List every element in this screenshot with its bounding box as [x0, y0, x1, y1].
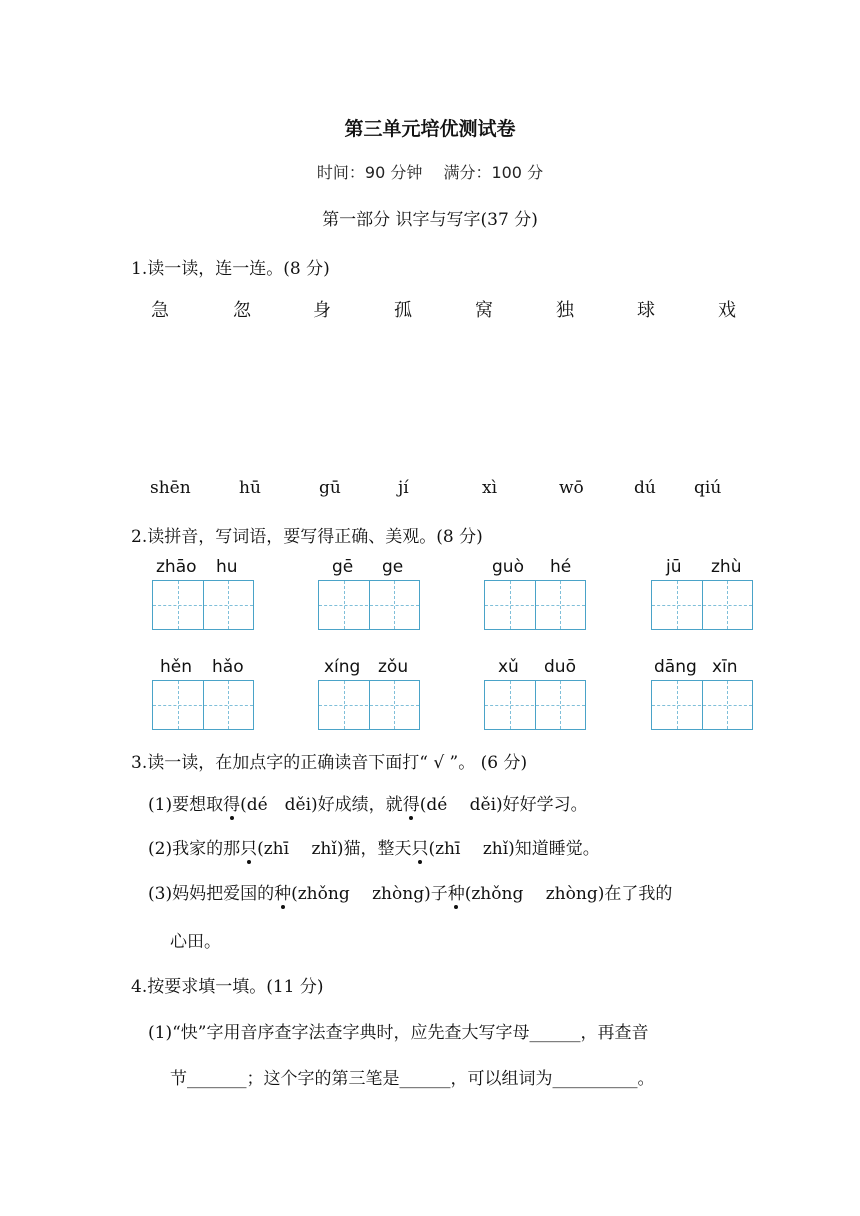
char-item[interactable]: 身	[313, 300, 331, 321]
pinyin-label: duō	[544, 657, 576, 677]
dotted-char: 得	[403, 790, 420, 815]
pinyin-label: ge	[382, 557, 404, 577]
pinyin-item[interactable]: wō	[559, 478, 584, 498]
q4-line-1: (1)“快”字用音序查字法查字典时，应先查大写字母______，再查音	[148, 1023, 649, 1043]
q3-item-3	[148, 879, 672, 904]
text-segment: (dé děi)好成绩，就	[240, 795, 403, 815]
pinyin-label: guò	[492, 557, 524, 577]
pinyin-label: zǒu	[378, 657, 409, 677]
writing-grid[interactable]	[484, 680, 586, 730]
dotted-char: 种	[448, 879, 465, 904]
pinyin-label: zhù	[711, 557, 742, 577]
writing-grid[interactable]	[651, 680, 753, 730]
dotted-char: 得	[223, 790, 240, 815]
writing-grid[interactable]	[318, 580, 420, 630]
char-item[interactable]: 孤	[394, 300, 412, 321]
pinyin-label: hěn	[160, 657, 193, 677]
pinyin-label: dāng	[654, 657, 697, 677]
writing-grid[interactable]	[318, 680, 420, 730]
char-item[interactable]: 急	[151, 300, 169, 321]
pinyin-item[interactable]: dú	[634, 478, 656, 498]
text-segment: (dé děi)好好学习。	[419, 795, 588, 815]
q2-prompt: 2.读拼音，写词语，要写得正确、美观。(8 分)	[131, 527, 483, 547]
pinyin-label: gē	[332, 557, 354, 577]
pinyin-label: xǔ	[498, 657, 519, 677]
text-segment: (zhī zhǐ)知道睡觉。	[428, 839, 600, 859]
pinyin-item[interactable]: gū	[319, 478, 341, 498]
pinyin-item[interactable]: shēn	[150, 478, 191, 498]
part-heading: 第一部分 识字与写字(37 分)	[322, 210, 538, 230]
q3-item-1	[148, 790, 588, 815]
char-item[interactable]: 窝	[475, 300, 493, 321]
char-item[interactable]: 忽	[233, 300, 251, 321]
dotted-char: 只	[411, 834, 428, 859]
dotted-char: 种	[274, 879, 291, 904]
text-segment: (zhǒng zhòng)在了我的	[464, 884, 673, 904]
pinyin-label: hé	[550, 557, 572, 577]
dotted-char: 只	[240, 834, 257, 859]
pinyin-item[interactable]: hū	[239, 478, 261, 498]
pinyin-label: xīn	[712, 657, 738, 677]
char-item[interactable]: 戏	[718, 300, 736, 321]
text-segment: (2)我家的那	[148, 839, 241, 859]
writing-grid[interactable]	[152, 680, 254, 730]
writing-grid[interactable]	[484, 580, 586, 630]
q3-item-3-cont: 心田。	[170, 932, 221, 952]
pinyin-label: hǎo	[212, 657, 244, 677]
q4-line-2: 节_______；这个字的第三笔是______，可以组词为__________。	[170, 1069, 655, 1089]
q4-prompt: 4.按要求填一填。(11 分)	[131, 977, 324, 997]
pinyin-label: jū	[666, 557, 682, 577]
q3-prompt: 3.读一读，在加点字的正确读音下面打“ √ ”。 (6 分)	[131, 753, 528, 773]
q1-prompt: 1.读一读，连一连。(8 分)	[131, 259, 330, 279]
pinyin-item[interactable]: xì	[482, 478, 498, 498]
writing-grid[interactable]	[651, 580, 753, 630]
char-item[interactable]: 独	[556, 300, 574, 321]
writing-grid[interactable]	[152, 580, 254, 630]
q3-item-2	[148, 834, 600, 859]
text-segment: (zhī zhǐ)猫，整天	[257, 839, 412, 859]
exam-meta: 时间：90 分钟 满分：100 分	[316, 163, 544, 182]
text-segment: (zhǒng zhòng)子	[291, 884, 448, 904]
pinyin-item[interactable]: qiú	[694, 478, 722, 498]
pinyin-label: xíng	[324, 657, 361, 677]
text-segment: (3)妈妈把爱国的	[148, 884, 275, 904]
pinyin-label: hu	[216, 557, 238, 577]
page-title: 第三单元培优测试卷	[344, 118, 516, 140]
pinyin-label: zhāo	[156, 557, 197, 577]
pinyin-item[interactable]: jí	[398, 478, 409, 498]
text-segment: (1)要想取	[148, 795, 224, 815]
char-item[interactable]: 球	[637, 300, 655, 321]
